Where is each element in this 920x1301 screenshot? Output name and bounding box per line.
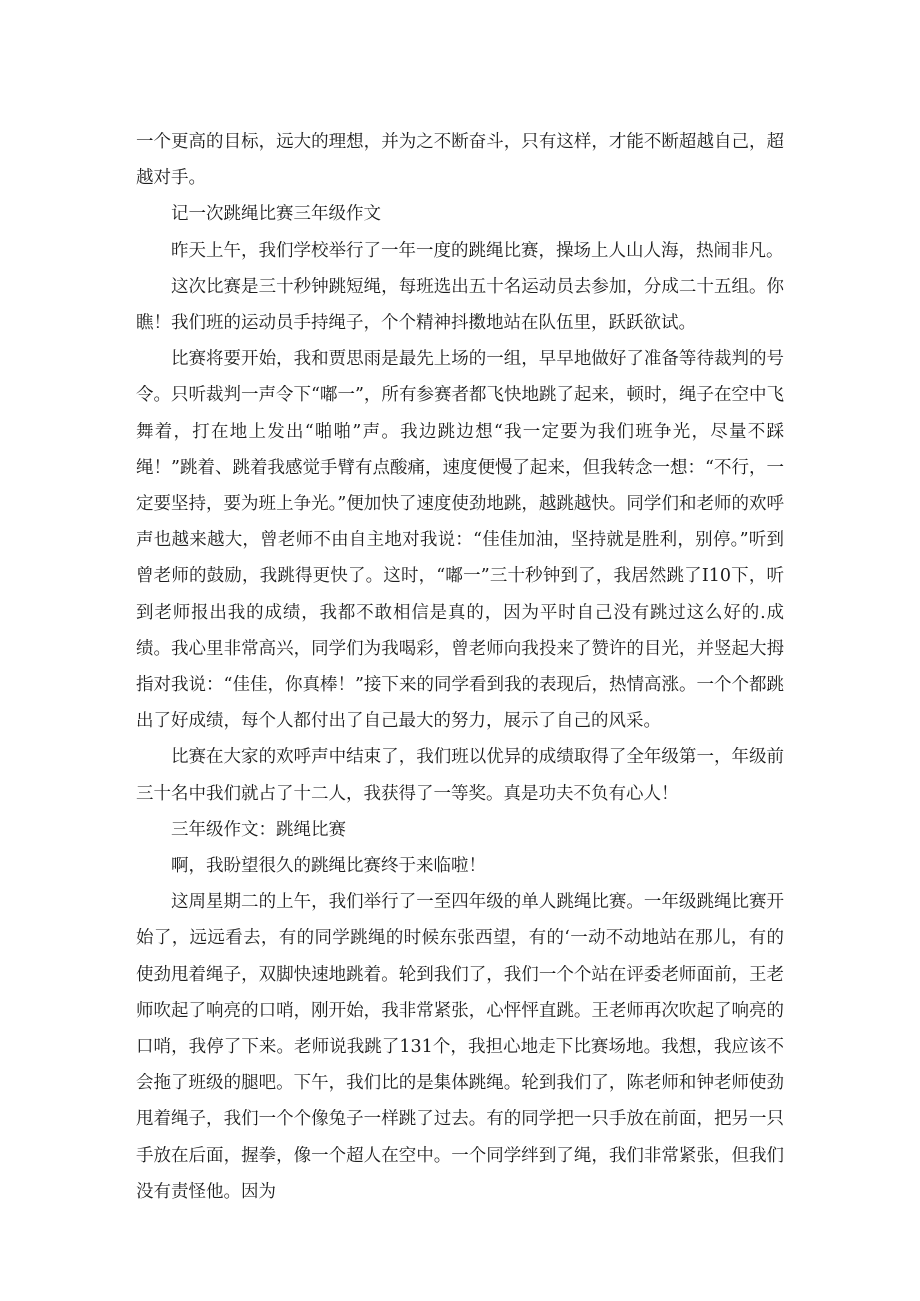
document-body — [136, 124, 784, 1210]
paragraph: 啊，我盼望很久的跳绳比赛终于来临啦！ — [171, 856, 486, 877]
paragraph: 这周星期二的上午，我们举行了一至四年级的单人跳绳比赛。一年级跳绳比赛开始了，远远看去，有的同学跳绳的时候东张西望，有的‘一动不动地站在那儿，有的使劲甩着绳子，双脚快速地跳着。轮到我们了，我们一个个站在评委老师面前，王老师吹起了响亮的口哨，刚开始，我非常紧张，心怦怦直跳。王老师再次吹起了响亮的口哨，我停了下来。老师说我跳了131个，我担心地走下比赛场地。我想，我应该不会拖了班级的腿吧。下午，我们比的是集体跳绳。轮到我们了，陈老师和钟老师使劲甩着绳子，我们一个个像兔子一样跳了过去。有的同学把一只手放在前面，把另一只手放在后面，握拳，像一个超人在空中。一个同学绊到了绳，我们非常紧张，但我们没有责怪他。因为 — [136, 892, 784, 1202]
essay-title-1: 记一次跳绳比赛三年级作文 — [171, 204, 381, 225]
paragraph: 比赛在大家的欢呼声中结束了，我们班以优异的成绩取得了全年级第一，年级前三十名中我们就占了十二人，我获得了一等奖。真是功夫不负有心人！ — [136, 747, 784, 804]
paragraph: 这次比赛是三十秒钟跳短绳，每班选出五十名运动员去参加，分成二十五组。你瞧！我们班的运动员手持绳子，个个精神抖擞地站在队伍里，跃跃欲试。 — [136, 276, 784, 334]
paragraph: 昨天上午，我们学校举行了一年一度的跳绳比赛，操场上人山人海，热闹非凡。 — [171, 240, 784, 261]
essay-title-2: 三年级作文：跳绳比赛 — [171, 819, 346, 840]
paragraph-continuation: 一个更高的目标，远大的理想，并为之不断奋斗，只有这样，才能不断超越自己，超越对手。 — [136, 132, 784, 189]
paragraph: 比赛将要开始，我和贾思雨是最先上场的一组，早早地做好了准备等待裁判的号令。只听裁判一声令下“嘟一”，所有参赛者都飞快地跳了起来，顿时，绳子在空中飞舞着，打在地上发出“啪啪”声。我边跳边想“我一定要为我们班争光，尽量不踩绳！”跳着、跳着我感觉手臂有点酸痛，速度便慢了起来，但我转念一想：“不行，一定要坚持，要为班上争光。”便加快了速度使劲地跳，越跳越快。同学们和老师的欢呼声也越来越大，曾老师不由自主地对我说：“佳佳加油，坚持就是胜利，别停。”听到曾老师的鼓励，我跳得更快了。这时，“嘟一”三十秒钟到了，我居然跳了I10下，听到老师报出我的成绩，我都不敢相信是真的，因为平时自己没有跳过这么好的.成绩。我心里非常高兴，同学们为我喝彩，曾老师向我投来了赞许的目光，并竖起大拇指对我说：“佳佳，你真棒！”接下来的同学看到我的表现后，热情高涨。一个个都跳出了好成绩，每个人都付出了自己最大的努力，展示了自己的风采。 — [136, 349, 784, 732]
